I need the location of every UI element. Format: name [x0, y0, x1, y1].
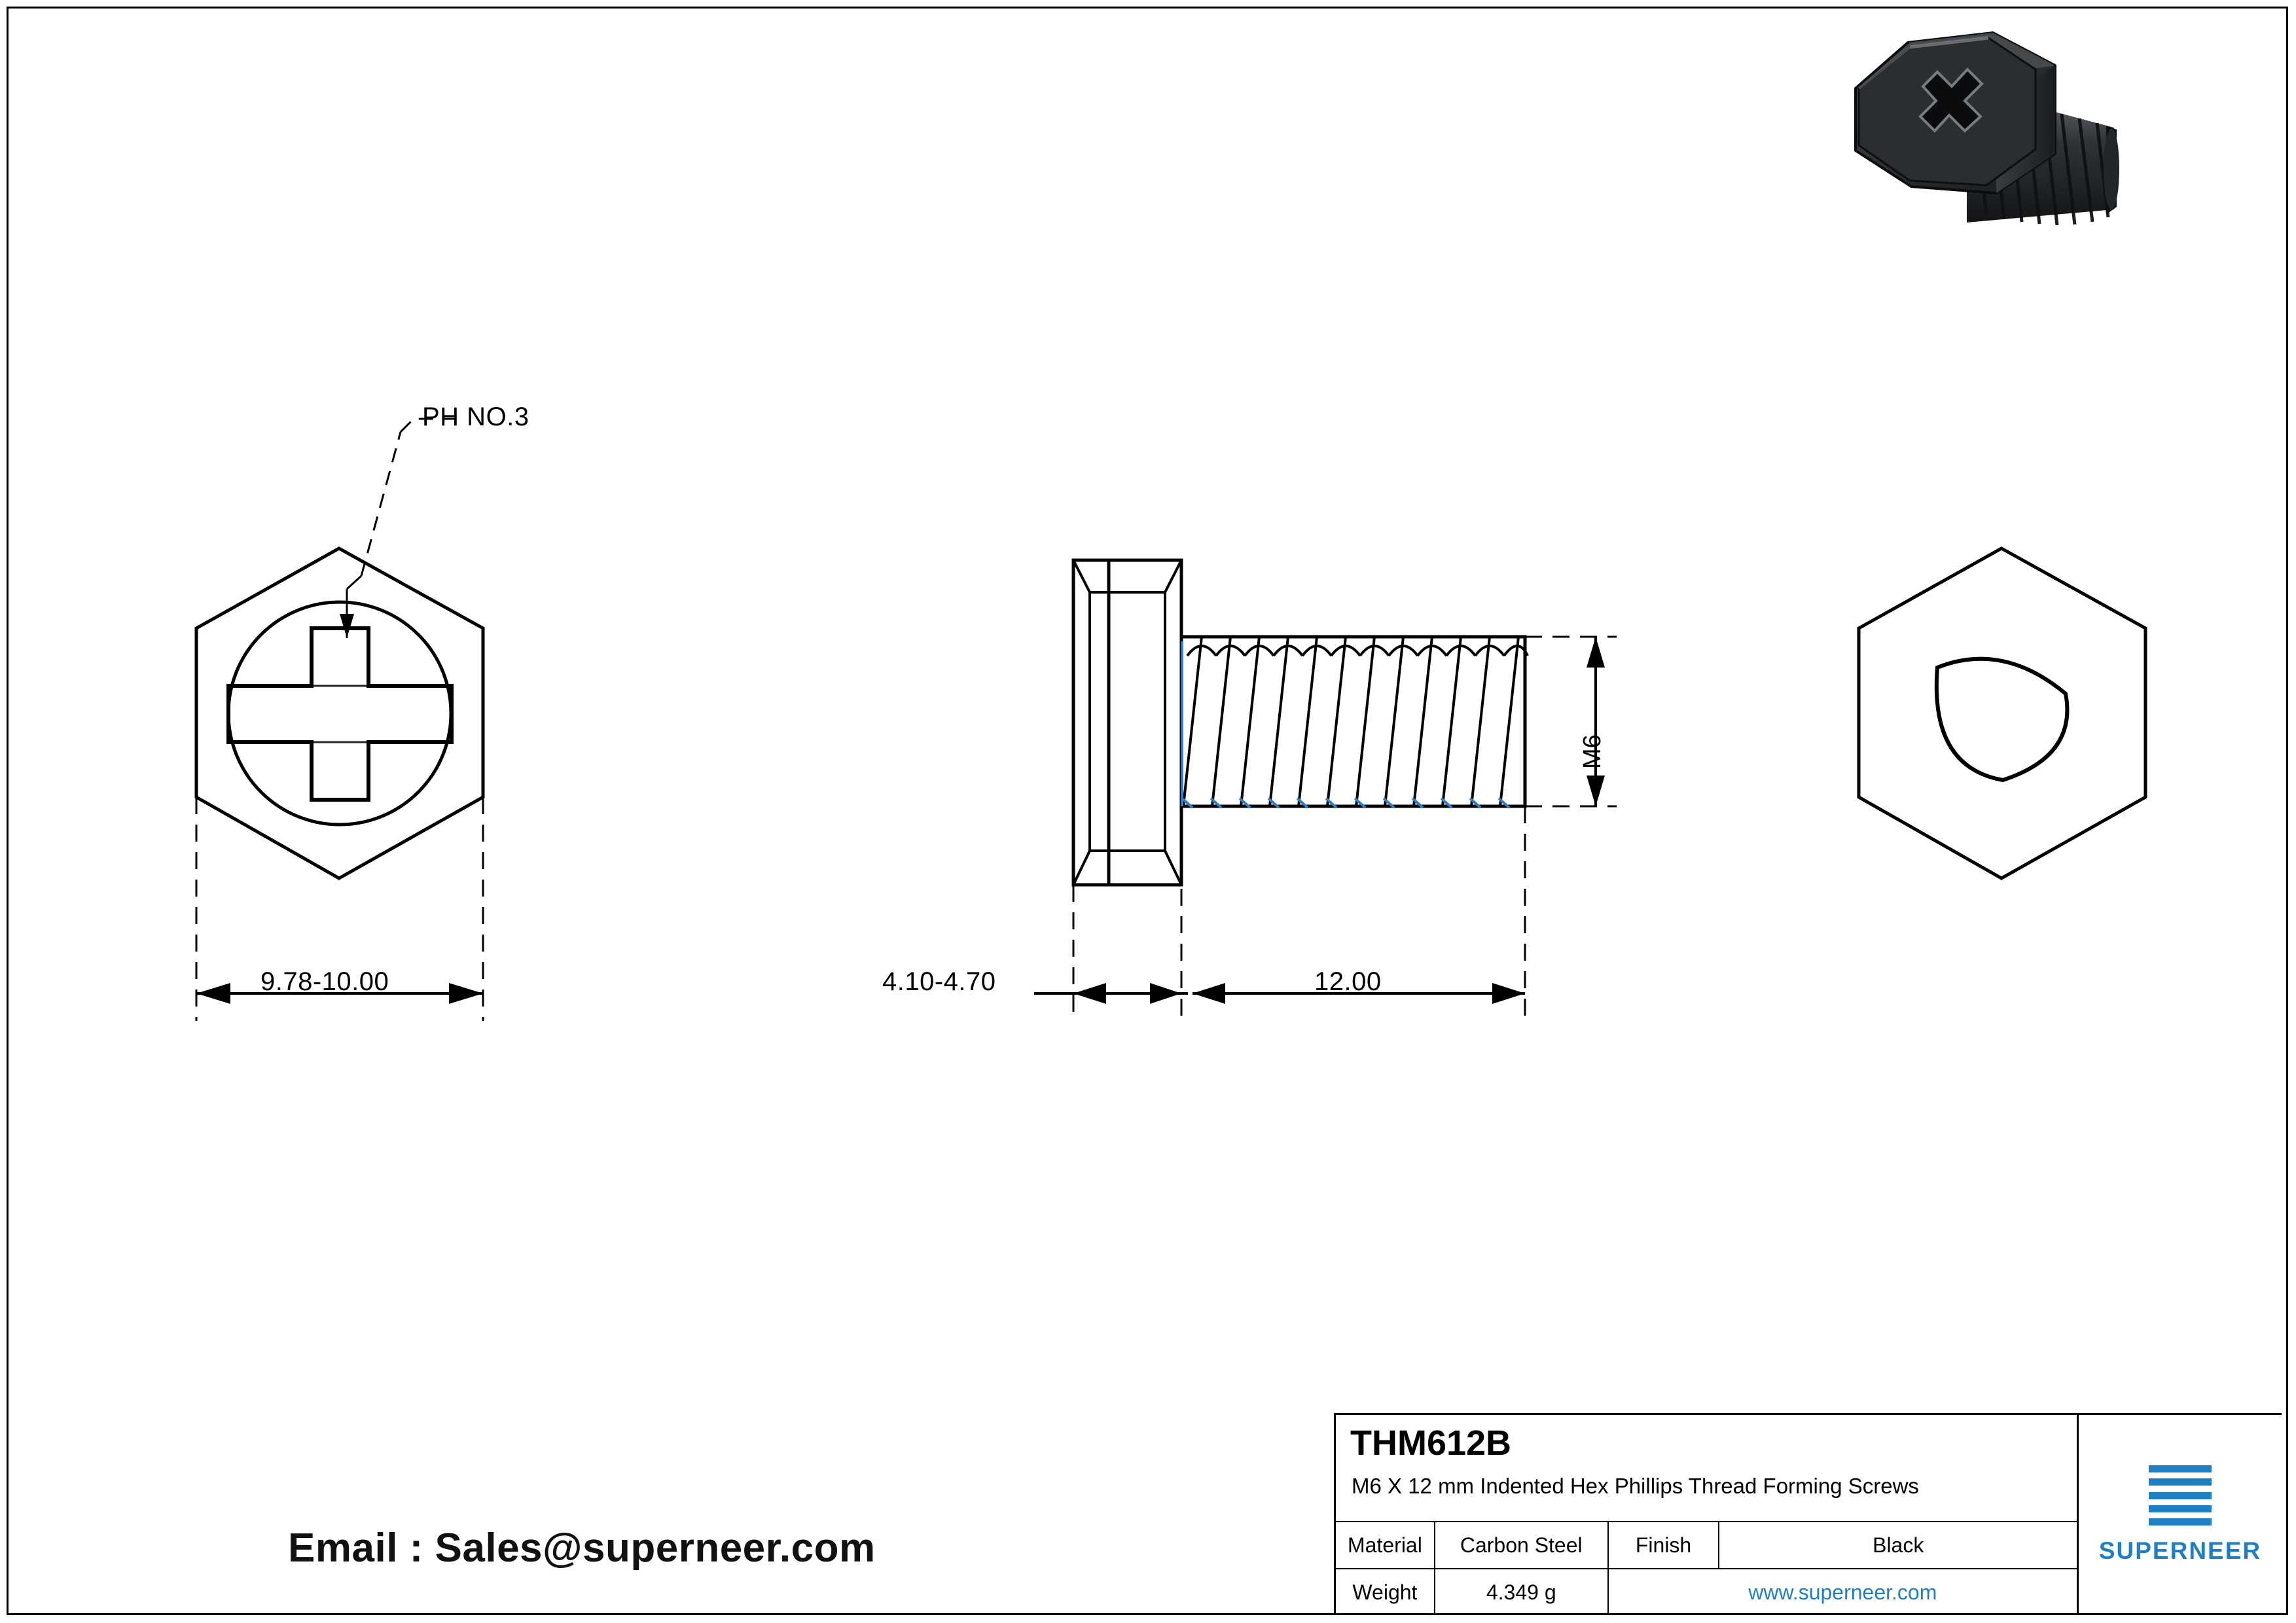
table-row — [1336, 1568, 2077, 1615]
dim-length-label: 12.00 — [1314, 967, 1382, 996]
brand-block — [2079, 1415, 2282, 1615]
finish-label: Finish — [1609, 1522, 1720, 1568]
brand-name: SUPERNEER — [2098, 1537, 2262, 1564]
screw-3d-render — [1839, 26, 2245, 347]
title-block — [1334, 1413, 2282, 1615]
dim-thread-label: M6 — [1579, 734, 1606, 769]
contact-email: Email : Sales@superneer.com — [288, 1525, 876, 1571]
ph-size-label: PH NO.3 — [422, 402, 529, 431]
weight-label: Weight — [1336, 1569, 1435, 1615]
part-description: M6 X 12 mm Indented Hex Phillips Thread Forming Screws — [1352, 1474, 1919, 1498]
table-row — [1336, 1521, 2077, 1568]
material-label: Material — [1336, 1522, 1435, 1568]
weight-value: 4.349 g — [1435, 1569, 1609, 1615]
material-value: Carbon Steel — [1435, 1522, 1609, 1568]
website-link[interactable]: www.superneer.com — [1748, 1580, 1937, 1604]
finish-value: Black — [1873, 1533, 1924, 1557]
dim-head-across-label: 9.78-10.00 — [260, 967, 389, 996]
spec-table — [1336, 1521, 2077, 1615]
part-code: THM612B — [1350, 1423, 1512, 1463]
title-block-info — [1336, 1415, 2079, 1615]
superneer-logo-icon — [2149, 1465, 2212, 1525]
dim-head-height-label: 4.10-4.70 — [882, 967, 996, 996]
